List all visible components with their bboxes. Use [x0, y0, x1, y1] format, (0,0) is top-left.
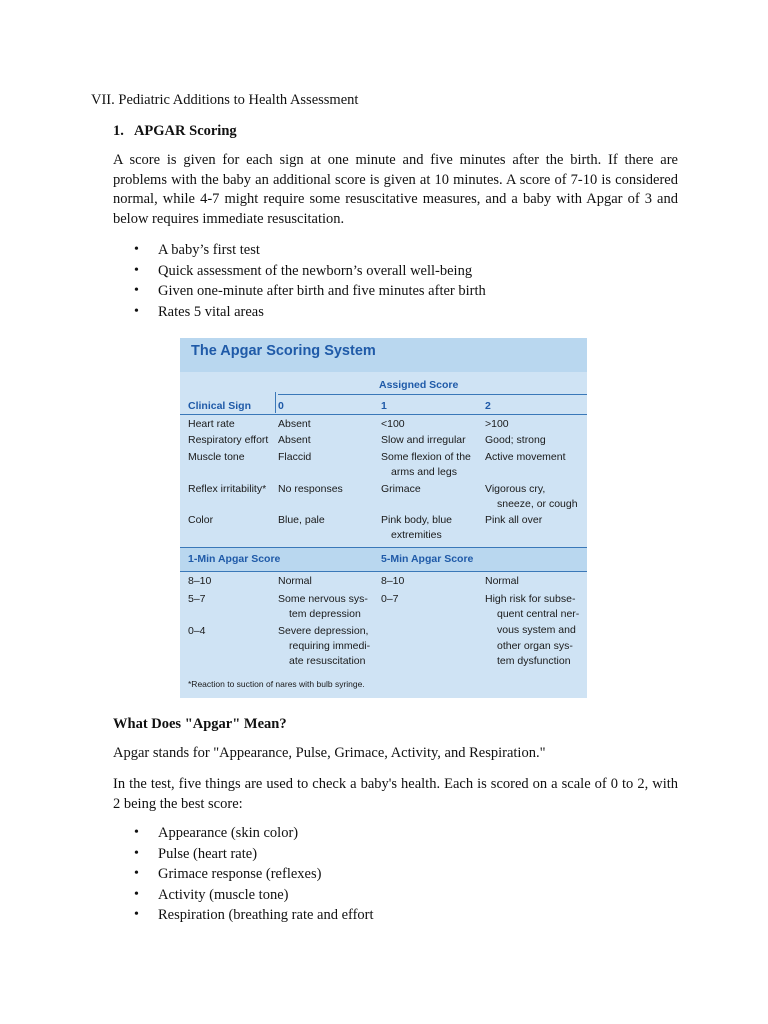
table-cell: Grimace — [381, 483, 421, 495]
table-cell: ate resuscitation — [289, 655, 366, 667]
bullet-list-apgar-components — [113, 823, 673, 926]
list-item: • Given one-minute after birth and five minutes after birth — [113, 281, 673, 302]
col-score-1: 1 — [381, 400, 387, 412]
subsection-title: 1. APGAR Scoring — [113, 123, 237, 139]
header-rule — [278, 394, 587, 395]
table-cell: Absent — [278, 418, 311, 430]
table-cell: vous system and — [497, 624, 576, 636]
table-cell: Some nervous sys- — [278, 593, 368, 605]
col-score-0: 0 — [278, 400, 284, 412]
list-item: • Pulse (heart rate) — [113, 844, 673, 865]
apgar-scoring-table — [180, 338, 587, 698]
table-cell: 0–7 — [381, 593, 399, 605]
one-min-score-heading: 1-Min Apgar Score — [188, 553, 281, 565]
column-header-rule — [180, 414, 587, 415]
list-item: • A baby’s first test — [113, 240, 673, 261]
table-cell: Color — [188, 514, 214, 526]
table-footnote: *Reaction to suction of nares with bulb syringe. — [188, 679, 365, 689]
table-cell: Slow and irregular — [381, 434, 466, 446]
intro-paragraph: A score is given for each sign at one minute and five minutes after the birth. If there are problems with the baby an additional score is given at 10 minutes. A score of 7-10 is considered normal, while 4-7 might require some resuscitative measures, and a baby with Apgar of 3 and below requires immediate resuscitation. — [113, 152, 678, 227]
table-cell: Good; strong — [485, 434, 546, 446]
table-cell: extremities — [391, 529, 442, 541]
header-divider — [275, 392, 276, 413]
table-cell: 8–10 — [188, 575, 212, 587]
list-item: • Appearance (skin color) — [113, 823, 673, 844]
table-cell: arms and legs — [391, 466, 457, 478]
what-does-apgar-mean-heading: What Does "Apgar" Mean? — [113, 716, 287, 732]
table-cell: Pink all over — [485, 514, 543, 526]
bullet-list-apgar-facts — [113, 240, 673, 322]
table-cell: 0–4 — [188, 625, 206, 637]
table-cell: Vigorous cry, — [485, 483, 546, 495]
table-cell: Respiratory effort — [188, 434, 269, 446]
table-cell: sneeze, or cough — [497, 498, 578, 510]
assigned-score-header: Assigned Score — [379, 379, 459, 391]
col-clinical-sign: Clinical Sign — [188, 400, 252, 412]
table-cell: No responses — [278, 483, 343, 495]
table-cell: requiring immedi- — [289, 640, 371, 652]
table-cell: Pink body, blue — [381, 514, 453, 526]
table-cell: Reflex irritability* — [188, 483, 267, 495]
five-min-score-heading: 5-Min Apgar Score — [381, 553, 474, 565]
score-band-bottom-rule — [180, 571, 587, 572]
table-cell: other organ sys- — [497, 640, 573, 652]
table-cell: >100 — [485, 418, 509, 430]
table-cell: Normal — [485, 575, 519, 587]
col-score-2: 2 — [485, 400, 491, 412]
table-cell: quent central ner- — [497, 608, 580, 620]
table-cell: Some flexion of the — [381, 451, 471, 463]
table-cell: Muscle tone — [188, 451, 245, 463]
table-cell: Blue, pale — [278, 514, 325, 526]
table-cell: 5–7 — [188, 593, 206, 605]
list-item: • Rates 5 vital areas — [113, 302, 673, 323]
table-cell: Flaccid — [278, 451, 312, 463]
table-cell: Normal — [278, 575, 312, 587]
table-cell: Heart rate — [188, 418, 235, 430]
table-cell: tem dysfunction — [497, 655, 571, 667]
apgar-meaning-paragraph: Apgar stands for "Appearance, Pulse, Grimace, Activity, and Respiration." — [113, 745, 546, 761]
table-cell: tem depression — [289, 608, 361, 620]
list-item: • Respiration (breathing rate and effort — [113, 905, 673, 926]
list-item: • Grimace response (reflexes) — [113, 864, 673, 885]
table-title: The Apgar Scoring System — [191, 343, 376, 359]
section-title: VII. Pediatric Additions to Health Assessment — [91, 92, 359, 108]
list-item: • Quick assessment of the newborn’s overall well-being — [113, 261, 673, 282]
test-description-paragraph: In the test, five things are used to check a baby's health. Each is scored on a scale of 0 to 2, with 2 being the best score: — [113, 776, 678, 812]
table-cell: 8–10 — [381, 575, 405, 587]
table-cell: High risk for subse- — [485, 593, 576, 605]
score-band-top-rule — [180, 547, 587, 548]
list-item: • Activity (muscle tone) — [113, 885, 673, 906]
table-cell: Active movement — [485, 451, 566, 463]
table-cell: <100 — [381, 418, 405, 430]
table-cell: Severe depression, — [278, 625, 369, 637]
table-cell: Absent — [278, 434, 311, 446]
